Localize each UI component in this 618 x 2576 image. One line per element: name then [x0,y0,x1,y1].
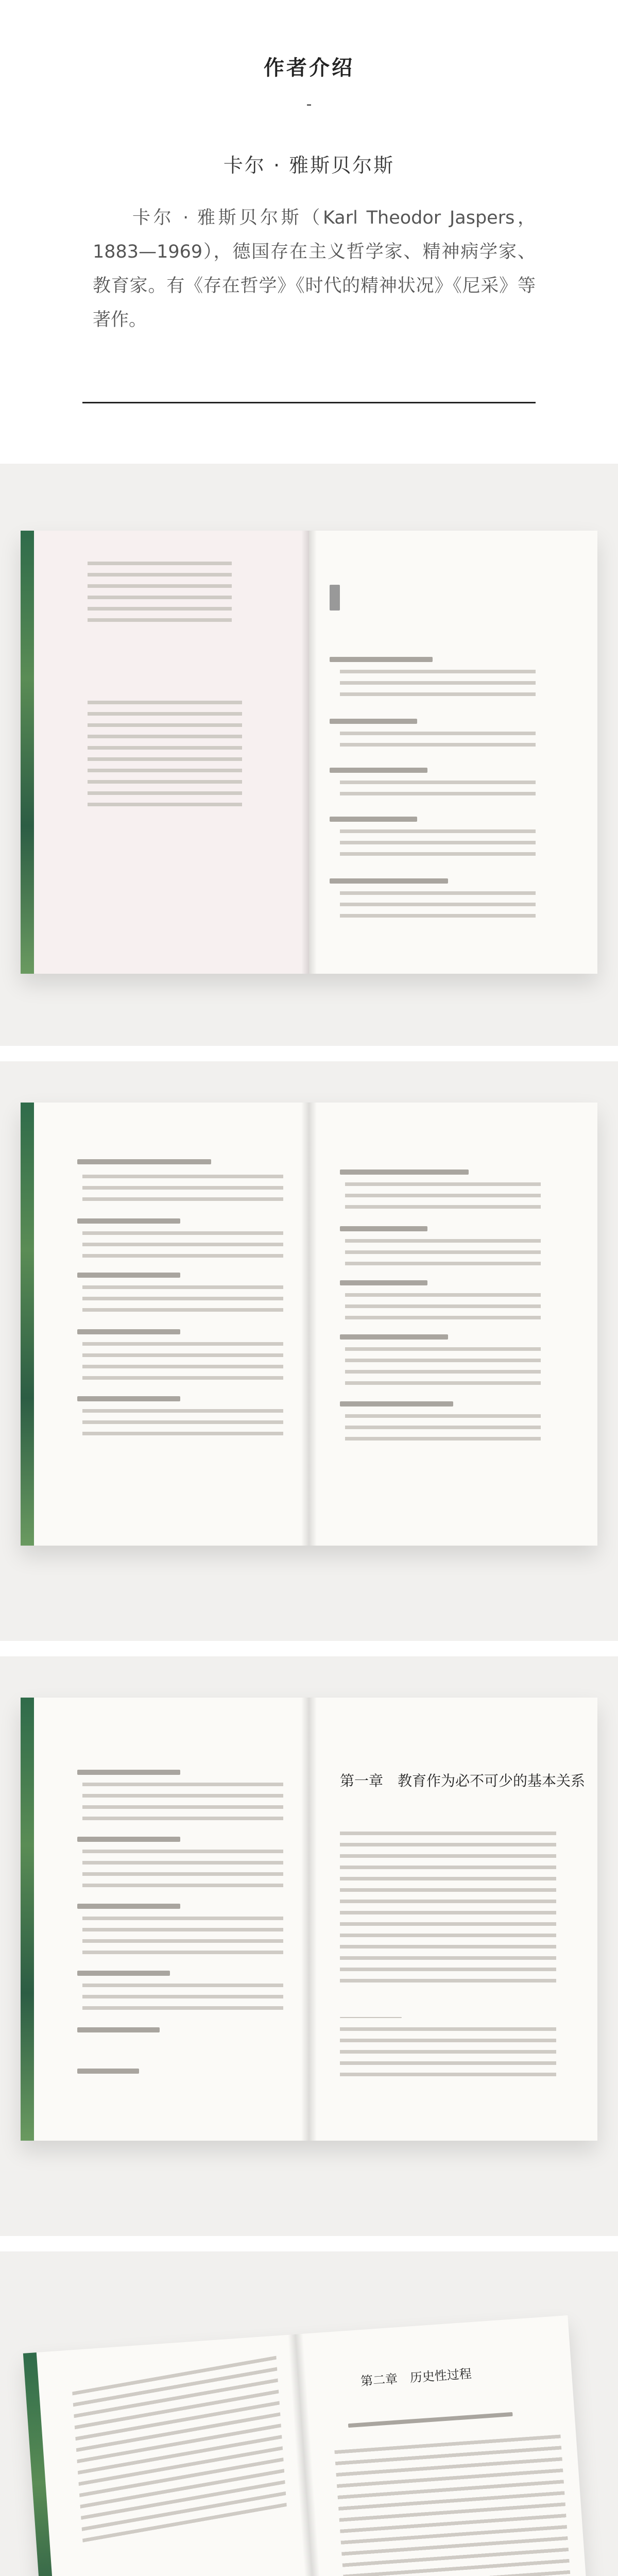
toc-desc [82,1850,283,1891]
author-bio: 卡尔 · 雅斯贝尔斯（Karl Theodor Jaspers，1883—1969），德国存在主义哲学家、精神病学家、教育家。有《存在哲学》《时代的精神状况》《尼采》等著作。 [93,208,536,330]
book-photo-chapter-two [0,2251,618,2576]
book-photo-contents [0,1061,618,1641]
left-page [23,2334,323,2576]
section-heading [348,2412,513,2428]
chapter-body [334,2434,577,2576]
toc-entry [77,1159,211,1164]
toc-desc [82,1783,283,1824]
copyright-text [88,562,232,629]
author-name: 卡尔 · 雅斯贝尔斯 [223,154,395,177]
footnotes [340,2027,556,2084]
toc-desc [345,1414,541,1445]
toc-desc [82,1917,283,1958]
page-body [72,2356,287,2546]
book-cover-edge [21,531,34,974]
toc-entry [77,1837,180,1842]
toc-entry [77,2027,160,2032]
toc-heading [330,585,340,611]
toc-desc [345,1293,541,1324]
toc-entry [77,1329,180,1334]
open-book [21,1103,597,1546]
open-book [21,1698,597,2141]
book-photo-chapter-one [0,1656,618,2236]
toc-desc [82,1175,283,1206]
right-page [309,531,597,974]
right-page [295,2315,595,2576]
toc-entry [77,1904,180,1909]
toc-desc [82,1409,283,1440]
toc-desc [345,1239,541,1270]
toc-entry [77,2069,139,2074]
toc-entry [330,657,433,662]
toc-entry [77,1770,180,1775]
toc-desc [340,829,536,860]
toc-entry [330,719,417,724]
left-page [21,1698,309,2141]
section-title: 作者介绍 [264,56,354,80]
toc-entry [340,1280,427,1285]
left-page [21,531,309,974]
toc-entry [340,1170,469,1175]
chapter-title: 第二章 历史性过程 [360,2366,472,2389]
toc-entry [330,768,427,773]
open-book [21,531,597,974]
toc-entry [330,878,448,884]
toc-desc [82,1285,283,1316]
toc-entry [77,1218,180,1224]
toc-desc [340,732,536,752]
footnote-rule [340,2017,402,2018]
toc-desc [340,891,536,922]
open-book [23,2315,595,2576]
toc-desc [345,1347,541,1388]
author-intro-section [0,0,618,443]
book-cover-edge [23,2352,64,2576]
right-page [309,1698,597,2141]
left-page [21,1103,309,1546]
right-page [309,1103,597,1546]
toc-entry [77,1396,180,1401]
title-dash: - [306,95,312,113]
book-cover-edge [21,1698,34,2141]
toc-desc [340,781,536,801]
toc-entry [330,817,417,822]
toc-desc [82,1342,283,1383]
toc-desc [82,1231,283,1262]
chapter-body [340,1832,556,1986]
toc-entry [77,1273,180,1278]
toc-entry [340,1401,453,1406]
toc-desc [345,1182,541,1213]
toc-entry [340,1226,427,1231]
copyright-info [88,701,242,814]
toc-entry [77,1971,170,1976]
chapter-title: 第一章 教育作为必不可少的基本关系 [340,1772,586,1789]
book-photo-copyright-toc [0,464,618,1046]
toc-desc [82,1984,283,2014]
toc-desc [340,670,536,701]
toc-entry [340,1334,448,1340]
book-cover-edge [21,1103,34,1546]
divider [82,402,536,403]
